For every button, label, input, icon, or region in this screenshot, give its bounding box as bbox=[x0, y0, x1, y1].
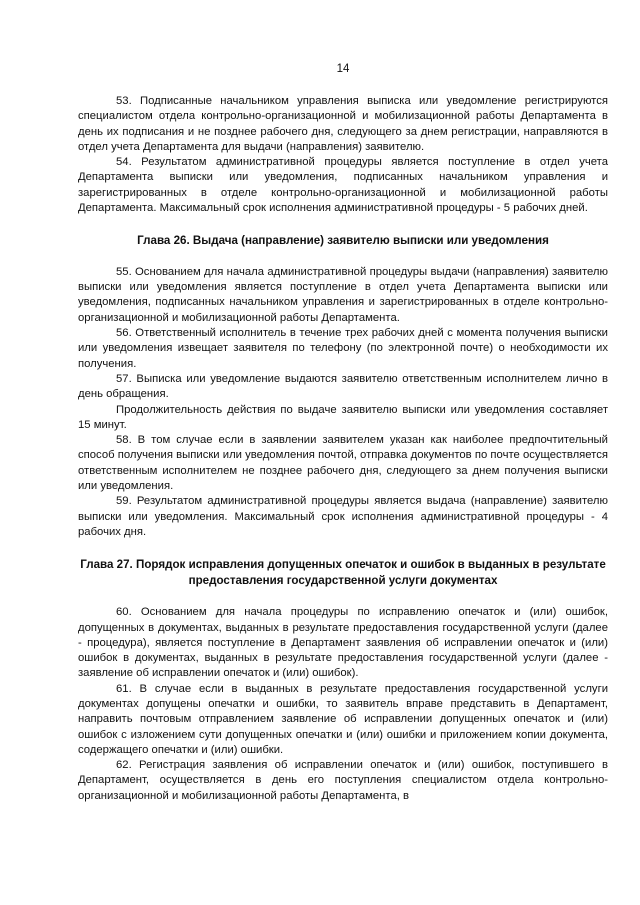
paragraph-57: 57. Выписка или уведомление выдаются заявителю ответственным исполнителем лично в день обращения. bbox=[78, 372, 608, 401]
paragraph-55: 55. Основанием для начала административной процедуры выдачи (направления) заявителю выписки или уведомления является поступление в отдел учета Департамента выписки или уведомления, подписанных начальником управления и зарегистрированных в отделе контрольно-организационной и мобилизационной работы Департамента. bbox=[78, 265, 608, 324]
chapter-26-heading: Глава 26. Выдача (направление) заявителю выписки или уведомления bbox=[137, 234, 549, 248]
paragraph-56: 56. Ответственный исполнитель в течение трех рабочих дней с момента получения выписки или уведомления извещает заявителя по телефону (по электронной почте) о необходимости их получения. bbox=[78, 327, 608, 370]
paragraph-60: 60. Основанием для начала процедуры по исправлению опечаток и (или) ошибок, допущенных в документах, выданных в результате предоставления государственной услуги (далее - процедура), является поступление в Департамент заявления об исправлении опечаток и (или) ошибок в документах, выданных в результате предоставления государственной услуги (далее - заявление об исправлении опечаток и (или) ошибок). bbox=[78, 606, 608, 680]
paragraph-59: 59. Результатом административной процедуры является выдача (направление) заявителю выписки или уведомления. Максимальный срок исполнения административной процедуры - 4 рабочих дня. bbox=[78, 495, 608, 538]
paragraph-62: 62. Регистрация заявления об исправлении опечаток и (или) ошибок, поступившего в Департамент, осуществляется в день его поступления специалистом отдела контрольно-организационной и мобилизационной работы Департамента, в bbox=[78, 759, 608, 802]
paragraph-57-duration: Продолжительность действия по выдаче заявителю выписки или уведомления составляет 15 минут. bbox=[78, 403, 608, 431]
paragraph-61: 61. В случае если в выданных в результате предоставления государственной услуги документах допущены опечатки и ошибки, то заявитель вправе представить в Департамент, направить почтовым отправлением заявление об исправлении допущенных опечаток и (или) ошибок с изложением сути допущенных опечатки и (или) ошибки и приложением копии документа, содержащего опечатки и (или) ошибки. bbox=[78, 682, 608, 756]
chapter-27-heading: Глава 27. Порядок исправления допущенных опечаток и ошибок в выданных в результате предоставления государственной услуги документах bbox=[80, 558, 606, 587]
paragraph-58: 58. В том случае если в заявлении заявителем указан как наиболее предпочтительный способ получения выписки или уведомления почтой, отправка документов по почте осуществляется ответственным исполнителем не позднее рабочего дня, следующего за днем получения выписки или уведомления. bbox=[78, 434, 608, 493]
paragraph-53: 53. Подписанные начальником управления выписка или уведомление регистрируются специалистом отдела контрольно-организационной и мобилизационной работы Департамента в день их подписания и не позднее рабочего дня, следующего за днем регистрации, направляются в отдел учета Департамента для выдачи (направления) заявителю. bbox=[78, 95, 608, 153]
page-number: 14 bbox=[336, 63, 350, 75]
paragraph-54: 54. Результатом административной процедуры является поступление в отдел учета Департамента выписки или уведомления, подписанных начальником управления и зарегистрированных в отделе контрольно-организационной и мобилизационной работы Департамента. Максимальный срок исполнения административной процедуры - 5 рабочих дней. bbox=[78, 156, 608, 215]
document-body bbox=[78, 94, 608, 804]
